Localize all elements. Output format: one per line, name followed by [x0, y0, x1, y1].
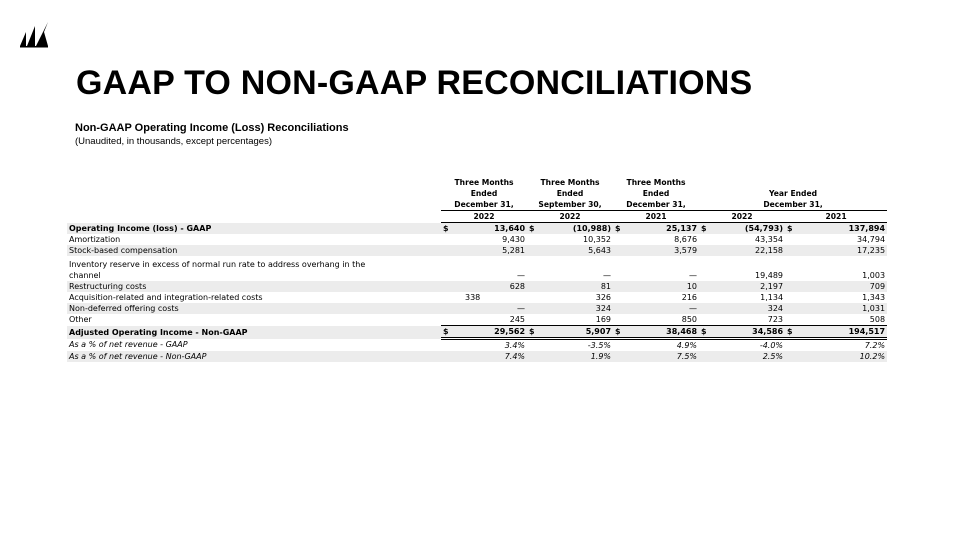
table-row [67, 303, 887, 314]
table-row [67, 351, 887, 362]
col-header-q4-2021: Three Months Ended December 31, [626, 178, 686, 209]
cell-value: 29,562 [463, 326, 527, 339]
page-title: GAAP TO NON-GAAP RECONCILIATIONS [76, 64, 753, 102]
currency-symbol: $ [699, 223, 721, 235]
table-row [67, 339, 887, 352]
cell-value: 5,643 [549, 245, 613, 256]
cell-value: 3,579 [635, 245, 699, 256]
cell-value: — [517, 271, 526, 280]
cell-value: 10.2% [807, 351, 887, 362]
cell-value: 1,003 [862, 271, 886, 280]
cell-value: 9,430 [502, 235, 526, 244]
section-subtitle: Non-GAAP Operating Income (Loss) Reconciliations [75, 122, 349, 134]
column-header-row [67, 177, 887, 211]
cell-value: -4.0% [759, 341, 784, 350]
cell-value: 326 [595, 293, 612, 302]
table-row [67, 245, 887, 256]
currency-symbol: $ [785, 326, 807, 339]
table-row [67, 256, 887, 270]
table-row [67, 292, 887, 303]
cell-value: 34,586 [721, 326, 785, 339]
cell-value: 25,137 [635, 223, 699, 235]
cell-value: 5,907 [549, 326, 613, 339]
table-row [67, 270, 887, 281]
year-label: 2021 [613, 211, 699, 223]
cell-value: 709 [807, 281, 887, 292]
cell-value: 7.5% [635, 351, 699, 362]
currency-symbol: $ [613, 326, 635, 339]
cell-value: 43,354 [755, 235, 784, 244]
table-row [67, 326, 887, 339]
cell-value: 2,197 [721, 281, 785, 292]
cell-value: 338 [465, 293, 481, 302]
year-label: 2022 [441, 211, 527, 223]
row-label: Operating Income (loss) - GAAP [67, 223, 441, 235]
cell-value: 508 [869, 315, 886, 324]
currency-symbol: $ [785, 223, 807, 235]
row-label-line1: Inventory reserve in excess of normal run rate to address overhang in the [69, 260, 366, 269]
section-note: (Unaudited, in thousands, except percentages) [75, 136, 272, 147]
cell-value: — [603, 271, 612, 280]
col-header-q4-2022: Three Months Ended December 31, [454, 178, 514, 209]
cell-value: 8,676 [674, 235, 698, 244]
cell-value: 7.4% [463, 351, 527, 362]
currency-symbol: $ [613, 223, 635, 235]
cell-value: 38,468 [635, 326, 699, 339]
year-label: 2022 [527, 211, 613, 223]
year-label: 2022 [699, 211, 785, 223]
cell-value: 22,158 [721, 245, 785, 256]
row-label: channel [69, 271, 101, 280]
row-label: Restructuring costs [67, 281, 441, 292]
reconciliation-table [67, 177, 887, 362]
cell-value: 7.2% [864, 341, 886, 350]
cell-value: 324 [721, 303, 785, 314]
cell-value: 1.9% [549, 351, 613, 362]
cell-value: 850 [681, 315, 698, 324]
table-row [67, 234, 887, 245]
col-header-year-ended: Year Ended December 31, [763, 189, 823, 209]
cell-value: 216 [681, 293, 698, 302]
cell-value: — [689, 271, 698, 280]
cell-value: — [635, 303, 699, 314]
cell-value: 2.5% [721, 351, 785, 362]
corsair-sails-logo-icon [18, 18, 50, 48]
currency-symbol: $ [527, 223, 549, 235]
row-label: Stock-based compensation [67, 245, 441, 256]
currency-symbol: $ [441, 326, 463, 339]
col-header-q3-2022: Three Months Ended September 30, [538, 178, 602, 209]
row-label: Adjusted Operating Income - Non-GAAP [67, 326, 441, 339]
cell-value: 4.9% [676, 341, 698, 350]
cell-value: 3.4% [504, 341, 526, 350]
year-header-row [67, 211, 887, 223]
cell-value: (54,793) [721, 223, 785, 235]
row-label: Other [69, 315, 92, 325]
cell-value: 10 [635, 281, 699, 292]
cell-value: 169 [595, 315, 612, 324]
currency-symbol: $ [441, 223, 463, 235]
cell-value: 137,894 [807, 223, 887, 235]
cell-value: 34,794 [857, 235, 886, 244]
cell-value: 628 [463, 281, 527, 292]
row-label: As a % of net revenue - Non-GAAP [67, 351, 441, 362]
cell-value: — [463, 303, 527, 314]
cell-value: 1,031 [807, 303, 887, 314]
cell-value: -3.5% [587, 341, 612, 350]
row-label: Acquisition-related and integration-related costs [69, 293, 263, 302]
currency-symbol: $ [527, 326, 549, 339]
cell-value: 10,352 [583, 235, 612, 244]
cell-value: 245 [509, 315, 526, 324]
cell-value: 81 [549, 281, 613, 292]
cell-value: 1,343 [862, 293, 886, 302]
cell-value: 19,489 [755, 271, 784, 280]
cell-value: 1,134 [760, 293, 784, 302]
cell-value: 17,235 [807, 245, 887, 256]
table-row [67, 223, 887, 235]
row-label: Amortization [69, 235, 121, 244]
table-row [67, 281, 887, 292]
cell-value: (10,988) [549, 223, 613, 235]
row-label: Non-deferred offering costs [67, 303, 441, 314]
table-row [67, 314, 887, 326]
cell-value: 13,640 [463, 223, 527, 235]
cell-value: 324 [549, 303, 613, 314]
cell-value: 5,281 [463, 245, 527, 256]
cell-value: 723 [767, 315, 784, 324]
year-label: 2021 [785, 211, 887, 223]
currency-symbol: $ [699, 326, 721, 339]
row-label: As a % of net revenue - GAAP [69, 340, 188, 350]
cell-value: 194,517 [807, 326, 887, 339]
